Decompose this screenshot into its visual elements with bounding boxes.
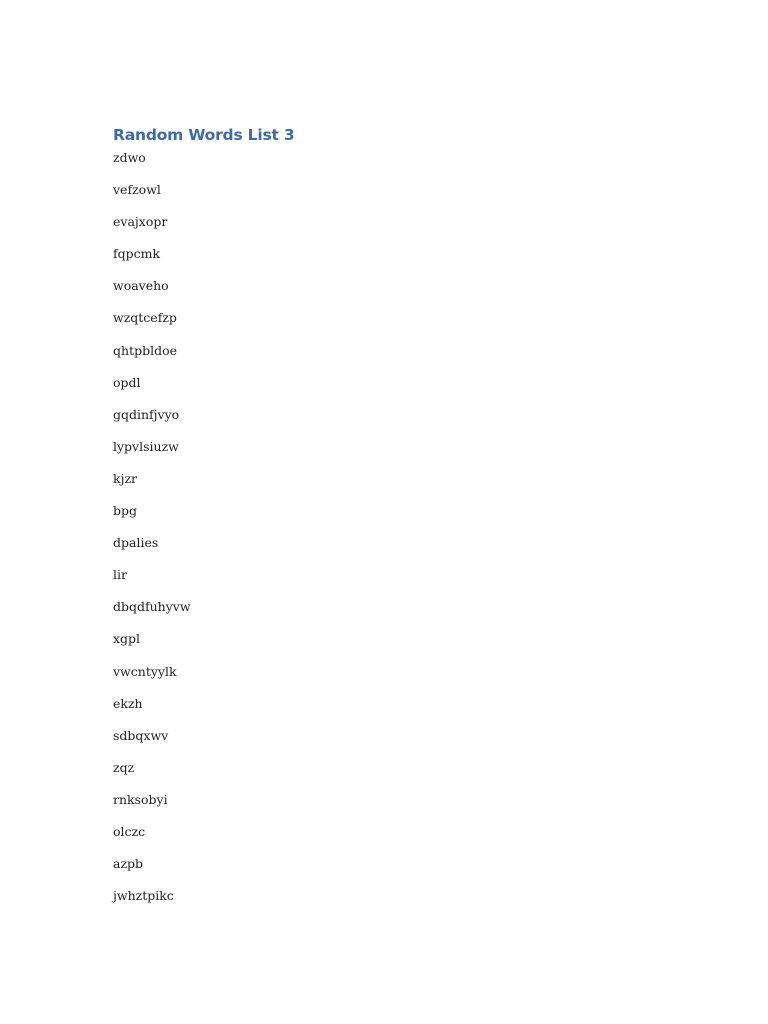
list-item: kjzr: [113, 470, 138, 486]
list-item: lir: [113, 567, 127, 583]
list-item: evajxopr: [113, 214, 168, 230]
list-item: jwhztpikc: [113, 888, 174, 904]
list-item: sdbqxwv: [113, 727, 169, 743]
list-item: vwcntyylk: [113, 663, 177, 679]
list-item: wzqtcefzp: [113, 310, 177, 326]
list-item: bpg: [113, 503, 138, 519]
list-item: fqpcmk: [113, 246, 161, 262]
list-item: xgpl: [113, 631, 141, 647]
list-item: zdwo: [113, 150, 146, 165]
list-item: qhtpbldoe: [113, 342, 178, 358]
list-item: olczc: [113, 823, 146, 839]
list-item: zqz: [113, 759, 135, 775]
list-item: ekzh: [113, 695, 143, 711]
document-body: [113, 124, 673, 916]
list-item: dpalies: [113, 535, 159, 551]
list-item: dbqdfuhyvw: [113, 599, 191, 615]
list-item: azpb: [113, 856, 144, 872]
document-heading: Random Words List 3: [113, 126, 295, 144]
list-item: woaveho: [113, 278, 169, 294]
word-list: [113, 146, 673, 916]
list-item: rnksobyi: [113, 791, 168, 807]
list-item: gqdinfjvyo: [113, 406, 180, 422]
list-item: opdl: [113, 374, 141, 390]
list-item: lypvlsiuzw: [113, 438, 179, 454]
list-item: vefzowl: [113, 182, 161, 198]
